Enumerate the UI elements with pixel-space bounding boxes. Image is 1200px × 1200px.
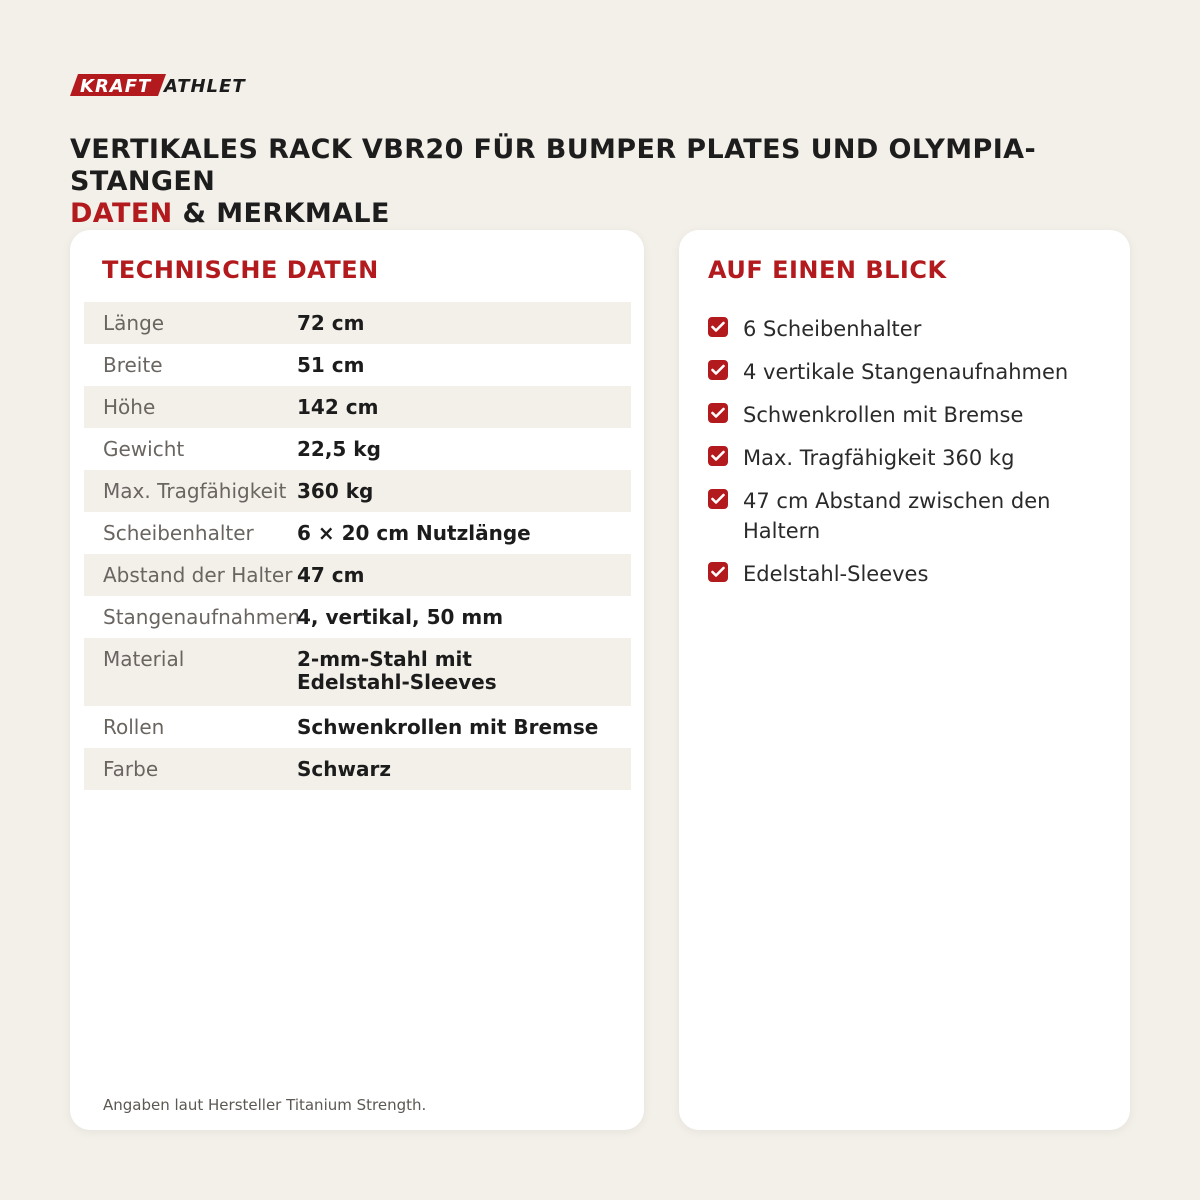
checkbox-checked-icon [708,489,728,509]
svg-text:ATHLET: ATHLET [164,76,246,97]
spec-row-gewicht [84,428,631,470]
spec-value: 22,5 kg [297,436,381,461]
spec-table [84,302,631,790]
spec-row-tragfaehigkeit [84,470,631,512]
spec-value: Schwenkrollen mit Bremse [297,714,599,739]
spec-label: Breite [103,352,163,377]
spec-value: 6 × 20 cm Nutzlänge [297,520,531,545]
spec-row-hoehe [84,386,631,428]
spec-value: 360 kg [297,478,374,503]
checkbox-checked-icon [708,403,728,423]
title-rest: & MERKMALE [172,198,390,229]
list-item [708,314,1108,344]
list-item [708,400,1108,430]
spec-label: Max. Tragfähigkeit [103,478,287,503]
list-item [708,486,1108,546]
checkbox-checked-icon [708,317,728,337]
spec-row-farbe [84,748,631,790]
checkbox-checked-icon [708,446,728,466]
spec-value: 142 cm [297,394,379,419]
spec-label: Rollen [103,714,165,739]
spec-label: Länge [103,310,165,335]
spec-value: 2-mm-Stahl mit Edelstahl-Sleeves [297,647,497,694]
spec-row-stangenaufnahmen [84,596,631,638]
checkbox-checked-icon [708,562,728,582]
technical-data-card [70,230,644,1130]
spec-label: Material [103,647,185,671]
spec-label: Scheibenhalter [103,520,254,545]
feature-list [708,314,1108,602]
kraftathlet-logo[interactable] [70,72,265,98]
spec-value: 4, vertikal, 50 mm [297,604,504,629]
spec-label: Höhe [103,394,156,419]
spec-label: Stangenaufnahmen [103,604,301,629]
page-title [70,134,1140,230]
at-a-glance-title: AUF EINEN BLICK [708,256,947,284]
feature-text: Schwenkrollen mit Bremse [743,403,1024,427]
source-footnote: Angaben laut Hersteller Titanium Strength. [103,1096,427,1114]
checkbox-checked-icon [708,360,728,380]
title-line-1: VERTIKALES RACK VBR20 FÜR BUMPER PLATES UND OLYMPIA-STANGEN [70,134,1037,197]
spec-value: 72 cm [297,310,365,335]
technical-data-title: TECHNISCHE DATEN [102,256,379,284]
spec-label: Abstand der Halter [103,562,293,587]
svg-text:KRAFT: KRAFT [80,76,152,97]
spec-value: Schwarz [297,756,391,781]
spec-row-scheibenhalter [84,512,631,554]
list-item [708,559,1108,589]
title-accent: DATEN [70,198,173,229]
list-item [708,443,1108,473]
spec-row-laenge [84,302,631,344]
title-line-2 [70,198,1140,230]
spec-row-abstand [84,554,631,596]
feature-text: Max. Tragfähigkeit 360 kg [743,446,1015,470]
spec-row-breite [84,344,631,386]
spec-value: 51 cm [297,352,365,377]
at-a-glance-card [679,230,1130,1130]
feature-text: 4 vertikale Stangenaufnahmen [743,360,1069,384]
feature-text: Edelstahl-Sleeves [743,562,929,586]
feature-text: 6 Scheibenhalter [743,317,922,341]
spec-label: Farbe [103,756,159,781]
spec-row-rollen [84,706,631,748]
list-item [708,357,1108,387]
spec-row-material [84,638,631,706]
spec-label: Gewicht [103,436,185,461]
spec-value: 47 cm [297,562,365,587]
feature-text: 47 cm Abstand zwischen den Haltern [743,489,1051,543]
